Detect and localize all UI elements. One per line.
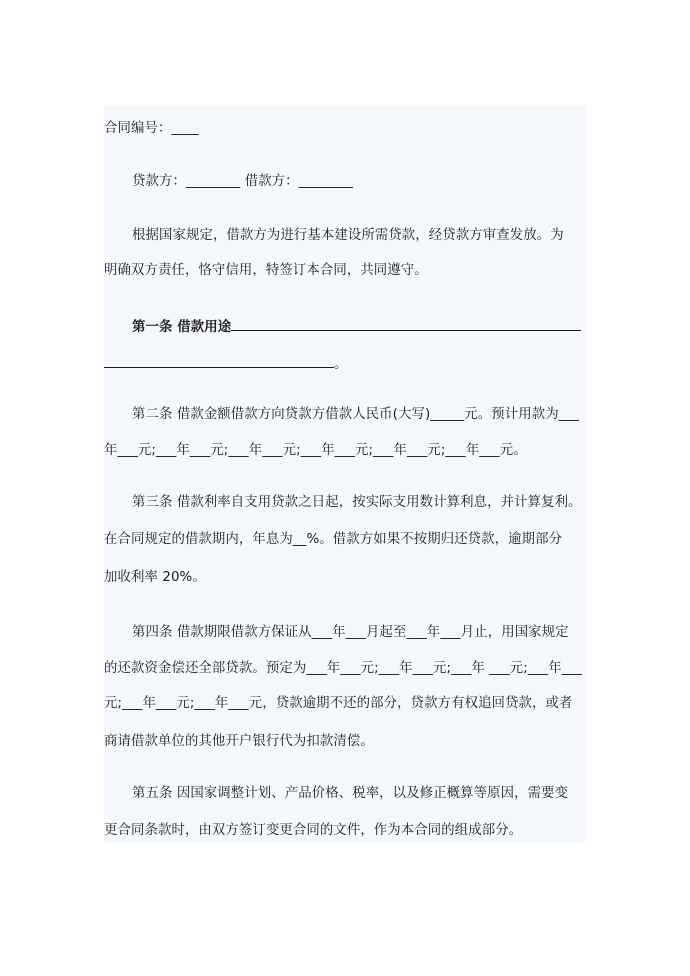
article-2-line-2: 年___元;___年___元;___年___元;___年___元;___年___元;___年___元。 <box>104 443 527 458</box>
article-1-underline-2 <box>104 354 334 368</box>
article-4-line-2: 的还款资金偿还全部贷款。预定为___年___元;___年___元;___年 ___元;___年___ <box>104 661 583 676</box>
lender-blank: ________ <box>185 174 241 189</box>
article-1-title: 第一条 借款用途 <box>132 320 232 335</box>
article-1-underline-1 <box>231 317 581 331</box>
parties-line <box>104 173 616 191</box>
article-3-line-1: 第三条 借款利率自支用贷款之日起，按实际支用数计算利息，并计算复利。 <box>132 495 582 510</box>
article-3-line-2: 在合同规定的借款期内，年息为__%。借款方如果不按期归还贷款，逾期部分 <box>104 532 563 547</box>
preamble-line-1: 根据国家规定，借款方为进行基本建设所需贷款，经贷款方审查发放。为 <box>132 228 564 243</box>
contract-number-line <box>104 120 588 138</box>
article-1-line-2 <box>104 354 588 374</box>
article-2-line-1: 第二条 借款金额借款方向贷款方借款人民币(大写)_____元。预计用款为___ <box>132 407 580 422</box>
article-5-line-1: 第五条 因国家调整计划、产品价格、税率，以及修正概算等原因，需要变 <box>132 786 569 801</box>
contract-number-label: 合同编号： <box>104 121 172 136</box>
lender-label: 贷款方： <box>132 174 186 189</box>
borrower-label: 借款方： <box>240 174 299 189</box>
article-1-end-mark: 。 <box>334 357 348 372</box>
preamble-line-2: 明确双方责任，恪守信用，特签订本合同，共同遵守。 <box>104 263 428 278</box>
article-4-line-1: 第四条 借款期限借款方保证从___年___月起至___年___月止，用国家规定 <box>132 625 569 640</box>
contract-number-blank: ____ <box>171 121 199 136</box>
article-5-line-2: 更合同条款时，由双方签订变更合同的文件，作为本合同的组成部分。 <box>104 823 523 838</box>
borrower-blank: ________ <box>298 174 354 189</box>
article-1-line-1 <box>104 317 616 337</box>
article-3-line-3: 加收利率 20%。 <box>104 570 206 585</box>
article-4-line-4: 商请借款单位的其他开户银行代为扣款清偿。 <box>104 734 374 749</box>
article-4-line-3: 元;___年___元;___年___元，贷款逾期不还的部分，贷款方有权追回贷款，或者 <box>104 696 573 711</box>
